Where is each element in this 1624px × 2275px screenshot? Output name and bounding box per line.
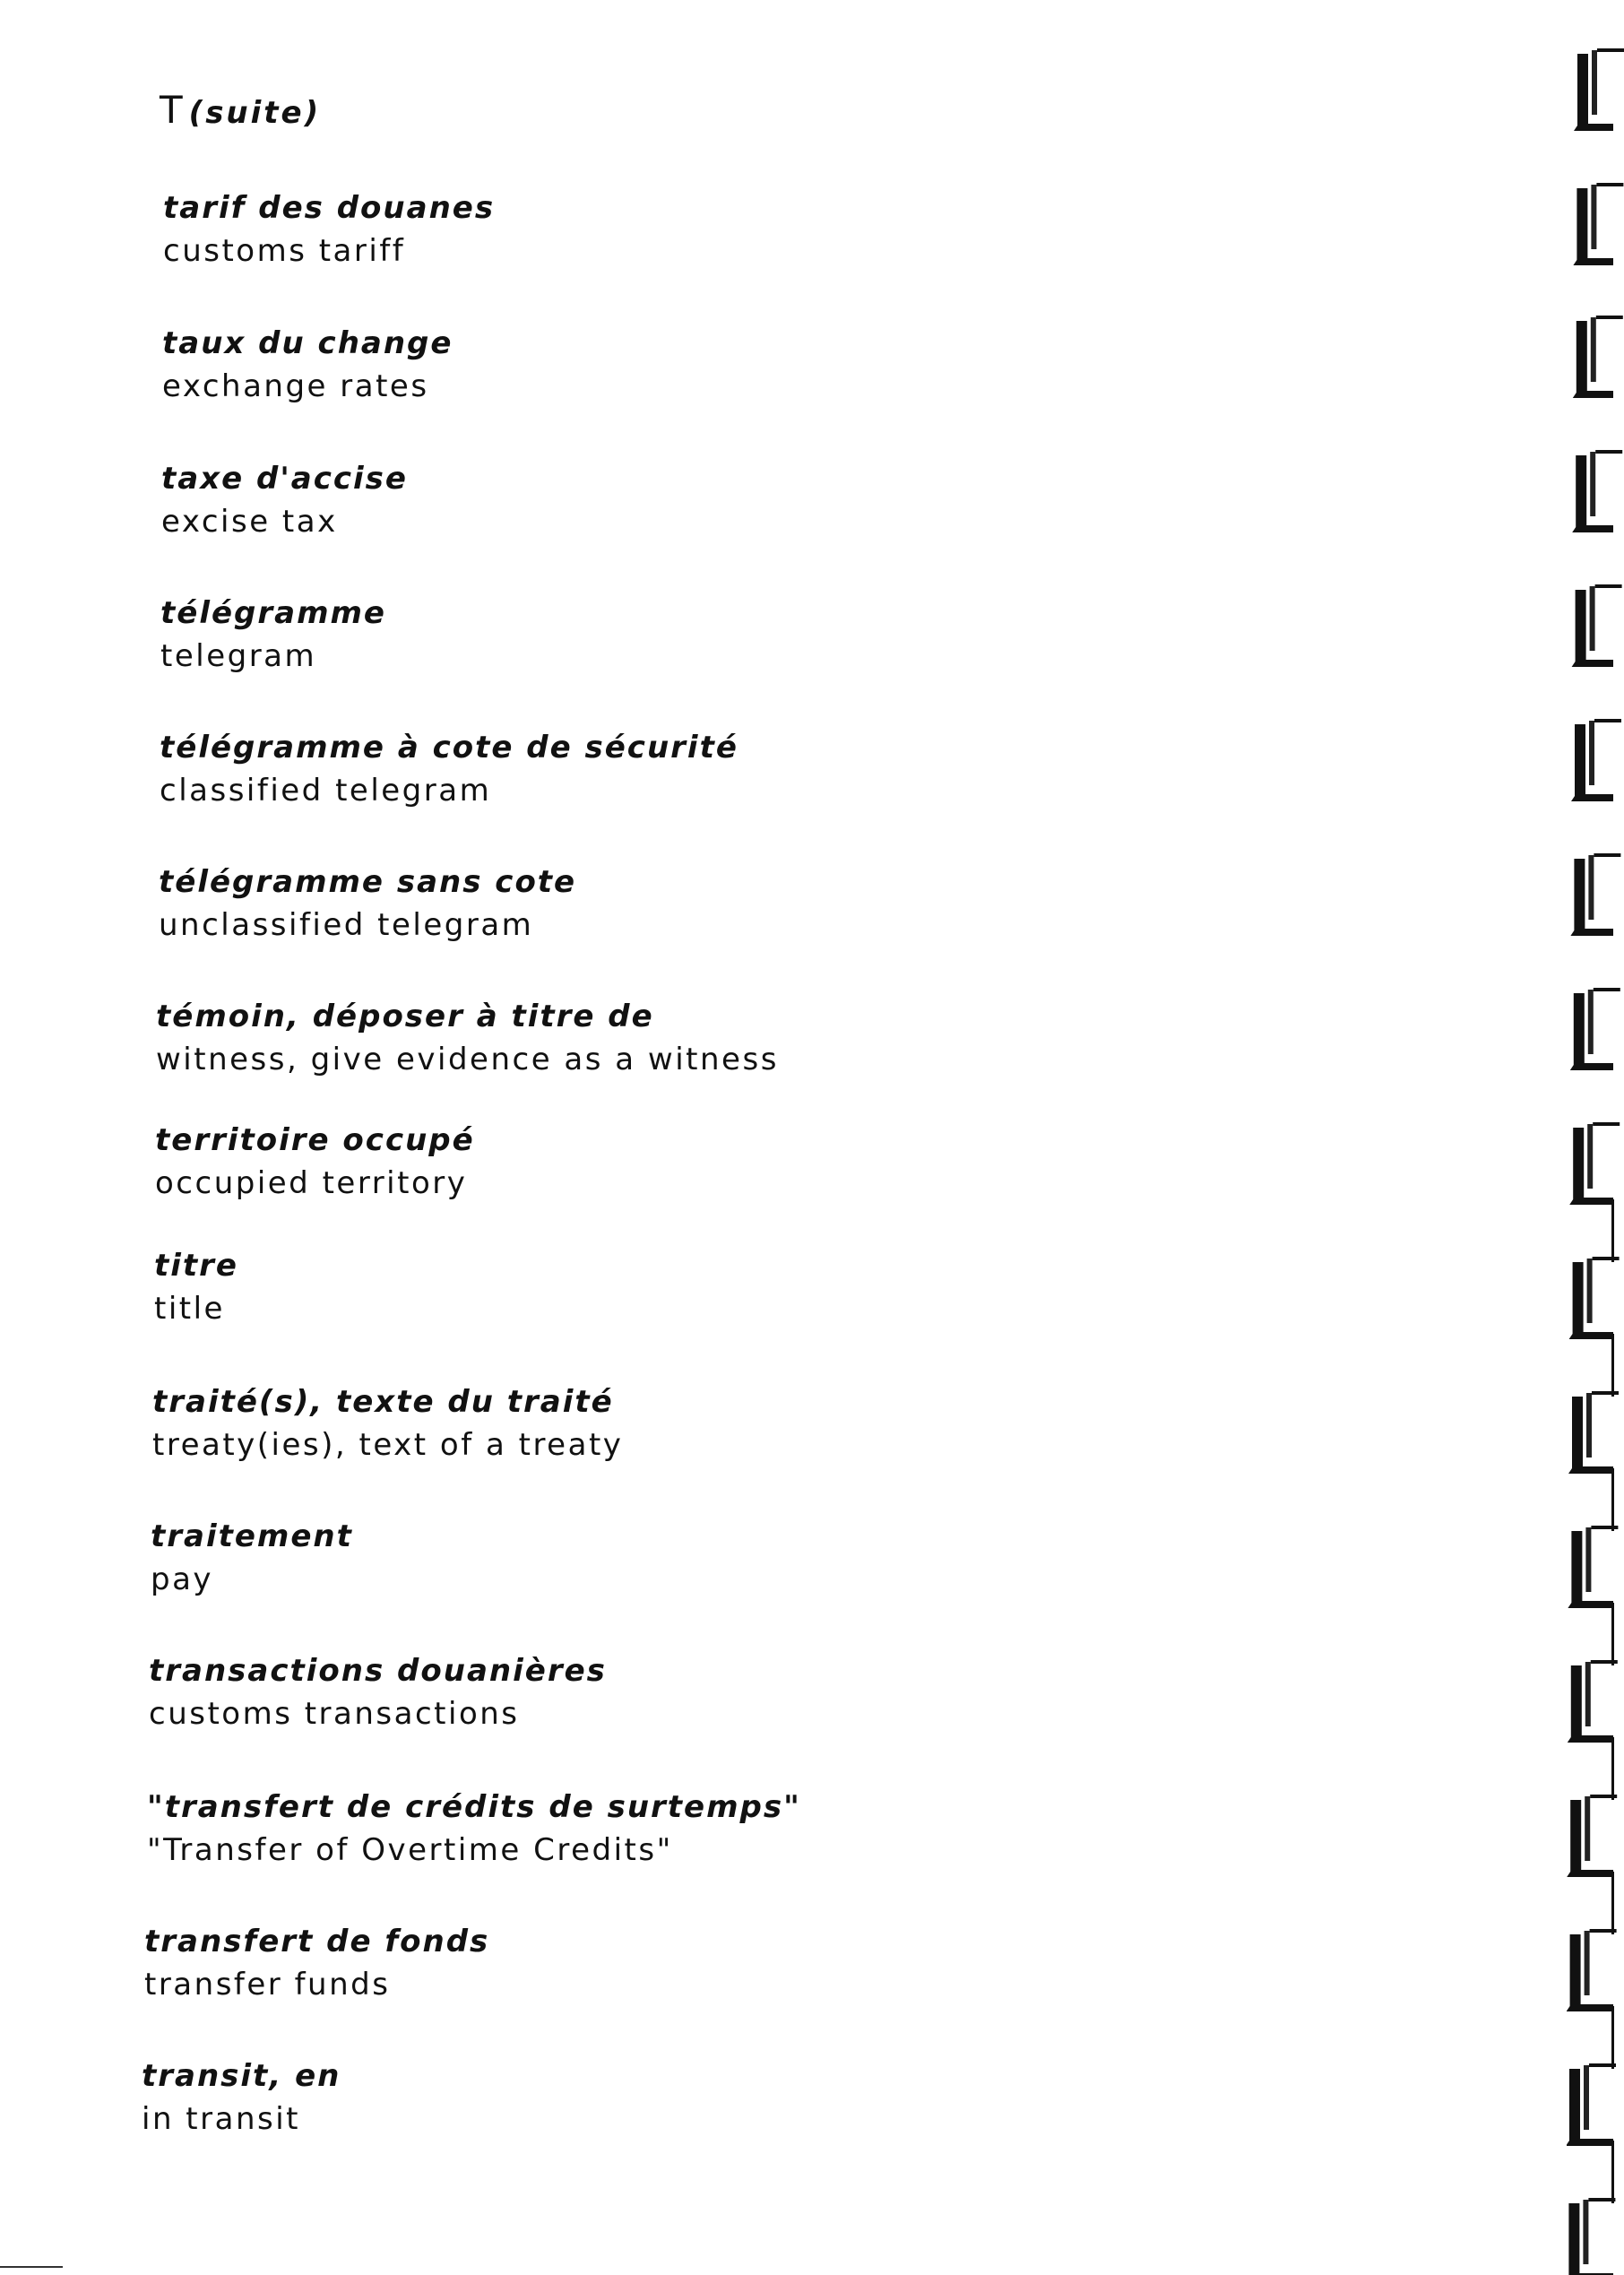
section-heading [160, 88, 321, 132]
french-term: transit, en [142, 2058, 341, 2094]
english-term: classified telegram [160, 773, 492, 809]
glossary-entry [154, 1244, 238, 1330]
glossary-entry [147, 1786, 801, 1872]
glossary-entry [144, 1920, 489, 2006]
french-term: traitement [151, 1518, 353, 1554]
english-term: excise tax [161, 504, 338, 540]
glossary-entry [151, 1515, 353, 1601]
french-term: titre [154, 1248, 238, 1284]
english-term: title [154, 1291, 225, 1327]
french-term: tarif des douanes [163, 190, 496, 226]
english-term: occupied territory [155, 1165, 468, 1201]
glossary-entry [162, 322, 453, 408]
section-suite-label: (suite) [188, 95, 322, 131]
english-term: pay [151, 1561, 214, 1597]
english-term: in transit [142, 2101, 300, 2137]
french-term: transfert de fonds [144, 1924, 490, 1959]
english-term: customs tariff [163, 233, 406, 269]
french-term: traité(s), texte du traité [152, 1384, 614, 1420]
glossary-entry [152, 1380, 623, 1466]
english-term: treaty(ies), text of a treaty [152, 1427, 624, 1463]
english-term: transfer funds [144, 1967, 391, 2003]
glossary-entry [163, 186, 495, 272]
glossary-entry [161, 457, 408, 543]
french-term: télégramme sans cote [159, 864, 577, 900]
glossary-entry [156, 995, 779, 1081]
french-term: taxe d'accise [161, 461, 408, 497]
english-term: exchange rates [162, 368, 429, 404]
glossary-entry [160, 726, 739, 812]
glossary-entry [160, 592, 386, 678]
glossary-entry [149, 1649, 607, 1735]
glossary-entry [155, 1119, 475, 1205]
page-edge-mark [0, 2266, 63, 2268]
french-term: télégramme [160, 595, 386, 631]
english-term: customs transactions [149, 1696, 520, 1732]
french-term: transactions douanières [149, 1653, 607, 1689]
english-term: "Transfer of Overtime Credits" [147, 1832, 673, 1868]
french-term: télégramme à cote de sécurité [160, 730, 739, 766]
french-term: "transfert de crédits de surtemps" [147, 1789, 801, 1825]
section-letter: T [160, 88, 184, 132]
french-term: taux du change [162, 325, 454, 361]
english-term: witness, give evidence as a witness [156, 1042, 779, 1077]
english-term: telegram [160, 638, 317, 674]
french-term: témoin, déposer à titre de [156, 999, 654, 1034]
spiral-binding [1567, 0, 1624, 2275]
glossary-entry [159, 861, 576, 947]
english-term: unclassified telegram [159, 907, 534, 943]
glossary-entry [142, 2054, 341, 2141]
french-term: territoire occupé [155, 1122, 475, 1158]
